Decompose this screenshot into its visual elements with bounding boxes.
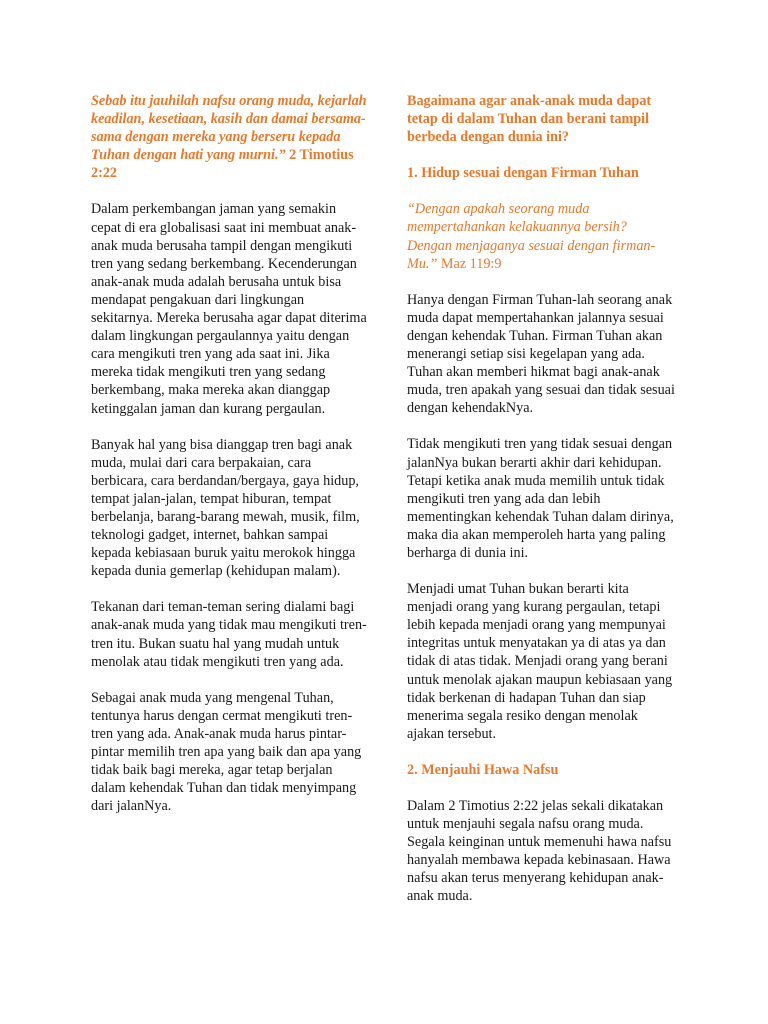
opening-quote-text: Sebab itu jauhilah nafsu orang muda, kejarlah keadilan, kesetiaan, kasih dan damai bersama-sama dengan mereka yang berseru kepada Tuhan dengan hati yang murni.”	[91, 93, 367, 164]
psalm-quote-text: “Dengan apakah seorang muda mempertahankan kelakuannya bersih? Dengan menjaganya sesuai dengan firman-Mu.”	[407, 201, 656, 272]
section-question-heading: Bagaimana agar anak-anak muda dapat tetap di dalam Tuhan dan berani tampil berbeda dengan dunia ini?	[407, 93, 652, 146]
section-1-paragraph-1: Hanya dengan Firman Tuhan-lah seorang anak muda dapat mempertahankan jalannya sesuai dengan kehendak Tuhan. Firman Tuhan akan menerangi setiap sisi kegelapan yang ada. Tuhan akan memberi hikmat bagi anak-anak muda, tren apakah yang sesuai dan tidak sesuai dengan kehendakNya.	[407, 291, 675, 417]
left-paragraph-2: Banyak hal yang bisa dianggap tren bagi anak muda, mulai dari cara berpakaian, cara berbicara, cara berdandan/bergaya, gaya hidup, tempat jalan-jalan, tempat hiburan, tempat berbelanja, barang-barang mewah, musik, film, teknologi gadget, internet, bahkan sampai kepada kebiasaan buruk yaitu merokok hingga kepada dunia gemerlap (kehidupan malam).	[91, 436, 360, 580]
section-2-paragraph-1: Dalam 2 Timotius 2:22 jelas sekali dikatakan untuk menjauhi segala nafsu orang muda. Segala keinginan untuk memenuhi hawa nafsu hanyalah membawa kepada kebinasaan. Hawa nafsu akan terus menyerang kehidupan anak-anak muda.	[407, 798, 672, 905]
section-1-title: 1. Hidup sesuai dengan Firman Tuhan	[407, 165, 639, 182]
section-1-paragraph-3: Menjadi umat Tuhan bukan berarti kita menjadi orang yang kurang pergaulan, tetapi lebih kepada menjadi orang yang mempunyai integritas untuk menyatakan ya di atas ya dan tidak di atas tidak. Menjadi orang yang berani untuk menolak ajakan maupun kebiasaan yang tidak berkenan di hadapan Tuhan dan siap menerima segala resiko dengan menolak ajakan tersebut.	[407, 581, 673, 742]
right-column	[407, 92, 675, 906]
opening-quote-reference: 2 Timotius 2:22	[91, 147, 354, 182]
opening-quote	[91, 92, 367, 182]
left-column	[91, 92, 367, 815]
left-paragraph-1: Dalam perkembangan jaman yang semakin cepat di era globalisasi saat ini membuat anak-anak muda berusaha tampil dengan mengikuti tren yang sedang berkembang. Kecenderungan anak-anak muda adalah berusaha untuk bisa mendapat pengakuan dari lingkungan sekitarnya. Mereka berusaha agar dapat diterima dalam lingkungan pergaulannya yaitu dengan cara mengikuti tren yang ada saat ini. Jika mereka tidak mengikuti tren yang sedang berkembang, maka mereka akan dianggap ketinggalan jaman dan kurang pergaulan.	[91, 201, 367, 417]
psalm-quote-reference: Maz 119:9	[437, 255, 502, 272]
left-paragraph-4: Sebagai anak muda yang mengenal Tuhan, tentunya harus dengan cermat mengikuti tren-tren yang ada. Anak-anak muda harus pintar-pintar memilih tren apa yang baik dan apa yang tidak baik bagi mereka, agar tetap berjalan dalam kehendak Tuhan dan tidak menyimpang dari jalanNya.	[91, 689, 362, 815]
section-1-paragraph-2: Tidak mengikuti tren yang tidak sesuai dengan jalanNya bukan berarti akhir dari kehidupan. Tetapi ketika anak muda memilih untuk tidak mengikuti tren yang ada dan lebih mementingkan kehendak Tuhan dalam dirinya, maka dia akan memperoleh harta yang paling berharga di dunia ini.	[407, 436, 674, 561]
psalm-quote	[407, 200, 675, 272]
left-paragraph-3: Tekanan dari teman-teman sering dialami bagi anak-anak muda yang tidak mau mengikuti tren-tren itu. Bukan suatu hal yang mudah untuk menolak atau tidak mengikuti tren yang ada.	[91, 599, 367, 670]
section-2-title: 2. Menjauhi Hawa Nafsu	[407, 761, 559, 778]
